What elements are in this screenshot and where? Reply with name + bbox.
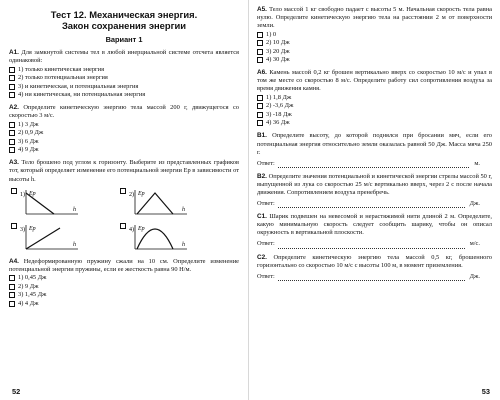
option-row[interactable] <box>257 48 492 56</box>
option-checkbox[interactable] <box>9 122 15 128</box>
answer-unit: м. <box>474 159 480 167</box>
option-row[interactable] <box>9 129 239 137</box>
option-label: 4) 9 Дж <box>18 146 39 154</box>
graph-ylabel: Ep <box>138 225 145 232</box>
task-text: Определите высоту, до которой поднялся при бросании мяч, если его потенциальная энергия относительно земли оказалась равной 50 Дж. Масса мяча 250 г. <box>257 132 492 156</box>
graph-decreasing <box>20 188 80 218</box>
option-label: 1) 1,8 Дж <box>266 93 292 101</box>
graph-option-label: 3) <box>20 226 25 233</box>
answer-label: Ответ: <box>257 159 275 167</box>
test-title <box>9 9 239 31</box>
option-row[interactable] <box>9 91 239 99</box>
option-checkbox[interactable] <box>9 147 15 153</box>
task-number: A1. <box>9 49 19 57</box>
graph-xlabel: h <box>73 206 76 213</box>
answer-label: Ответ: <box>257 200 275 208</box>
option-checkbox[interactable] <box>9 75 15 81</box>
option-label: 2) только потенциальная энергия <box>18 74 108 82</box>
option-label: 2) 9 Дж <box>18 282 39 290</box>
graph-increasing <box>20 223 80 253</box>
answer-line <box>257 160 492 168</box>
answer-unit: Дж. <box>469 200 480 208</box>
option-checkbox[interactable] <box>9 301 15 307</box>
option-label: 1) 0 <box>266 30 277 38</box>
option-label: 2) 0,9 Дж <box>18 129 44 137</box>
task-number: A6. <box>257 69 267 77</box>
option-label: 4) 4 Дж <box>18 299 39 307</box>
task-number: A3. <box>9 159 19 167</box>
option-checkbox[interactable] <box>9 92 15 98</box>
option-checkbox[interactable] <box>257 49 263 55</box>
option-checkbox[interactable] <box>9 130 15 136</box>
answer-line <box>257 200 492 208</box>
task-text: Недеформированную пружину сжали на 10 см. Определите изменение потенциальной энергии пружины, если ее жесткость равна 90 Н/м. <box>9 257 239 273</box>
task-number: C1. <box>257 213 267 221</box>
option-checkbox[interactable] <box>120 188 126 194</box>
page-number: 52 <box>12 386 21 396</box>
task-number: A5. <box>257 6 267 13</box>
answer-unit: Дж. <box>469 272 480 280</box>
option-checkbox[interactable] <box>257 103 263 109</box>
task-text: Определите кинетическую энергию тела массой 200 г, движущегося со скоростью 3 м/с. <box>9 104 239 120</box>
option-checkbox[interactable] <box>257 95 263 101</box>
right-page <box>253 0 498 400</box>
graph-option-1[interactable] <box>11 188 102 218</box>
task-a2 <box>9 104 239 154</box>
option-label: 3) 6 Дж <box>18 137 39 145</box>
option-row[interactable] <box>257 31 492 39</box>
option-checkbox[interactable] <box>11 188 17 194</box>
graph-ylabel: Ep <box>29 190 36 197</box>
graph-option-3[interactable] <box>11 223 102 253</box>
graph-parabola <box>129 223 189 253</box>
task-a5 <box>257 6 492 64</box>
option-checkbox[interactable] <box>9 139 15 145</box>
task-text: Камень массой 0,2 кг брошен вертикально вверх со скоростью 10 м/с и упал в том же месте со скоростью 8 м/с. Определите работу сил сопротивления воздуха за время движения камня. <box>257 69 492 93</box>
graph-triangle <box>129 188 189 218</box>
option-checkbox[interactable] <box>9 275 15 281</box>
test-title-line1: Тест 12. Механическая энергия. <box>50 9 198 20</box>
answer-label: Ответ: <box>257 240 275 248</box>
graph-option-2[interactable] <box>120 188 211 218</box>
option-label: 4) 36 Дж <box>266 119 290 127</box>
task-number: A4. <box>9 257 19 265</box>
graph-xlabel: h <box>73 241 76 248</box>
option-checkbox[interactable] <box>9 84 15 90</box>
option-checkbox[interactable] <box>11 223 17 229</box>
graph-option-4[interactable] <box>120 223 211 253</box>
answer-field[interactable] <box>278 200 465 208</box>
option-label: 3) -18 Дж <box>266 110 292 118</box>
task-number: B2. <box>257 172 267 180</box>
option-label: 4) ни кинетическая, ни потенциальная энергия <box>18 91 146 99</box>
option-label: 3) и кинетическая, и потенциальная энергия <box>18 82 139 90</box>
answer-field[interactable] <box>278 160 470 168</box>
task-number: B1. <box>257 132 267 140</box>
task-b2 <box>257 173 492 208</box>
option-row[interactable] <box>9 291 239 299</box>
task-number: A2. <box>9 104 19 112</box>
graph-ylabel: Ep <box>29 225 36 232</box>
graph-option-label: 4) <box>129 226 134 233</box>
option-label: 3) 1,45 Дж <box>18 291 47 299</box>
option-row[interactable] <box>9 74 239 82</box>
option-row[interactable] <box>257 39 492 47</box>
option-row[interactable] <box>9 146 239 154</box>
graph-ylabel: Ep <box>138 190 145 197</box>
graph-xlabel: h <box>182 241 185 248</box>
option-checkbox[interactable] <box>257 32 263 38</box>
option-checkbox[interactable] <box>257 40 263 46</box>
task-a1 <box>9 49 239 99</box>
option-row[interactable] <box>257 111 492 119</box>
option-row[interactable] <box>257 94 492 102</box>
graph-option-label: 2) <box>129 191 134 198</box>
option-checkbox[interactable] <box>9 284 15 290</box>
option-row[interactable] <box>9 283 239 291</box>
option-checkbox[interactable] <box>257 112 263 118</box>
task-text: Определите кинетическую энергию тела массой 0,5 кг, брошенного горизонтально со скоростью 10 м/с с высоты 100 м, в момент приземления. <box>257 253 492 269</box>
option-row[interactable] <box>9 300 239 308</box>
option-label: 4) 30 Дж <box>266 56 290 64</box>
graph-xlabel: h <box>182 206 185 213</box>
option-label: 1) 3 Дж <box>18 120 39 128</box>
option-checkbox[interactable] <box>9 67 15 73</box>
answer-unit: м/с. <box>469 240 480 248</box>
task-a4 <box>9 258 239 308</box>
option-checkbox[interactable] <box>257 57 263 63</box>
option-label: 2) -3,6 Дж <box>266 102 294 110</box>
option-row[interactable] <box>9 83 239 91</box>
left-page <box>0 0 245 400</box>
answer-label: Ответ: <box>257 272 275 280</box>
option-row[interactable] <box>257 119 492 127</box>
option-label: 1) 0,45 Дж <box>18 274 47 282</box>
task-a3 <box>9 159 239 252</box>
option-row[interactable] <box>9 121 239 129</box>
task-text: Тело массой 1 кг свободно падает с высоты 5 м. Начальная скорость тела равна нулю. Определите кинетическую энергию тела на расстоянии 2 м от поверхности земли. <box>257 6 492 30</box>
option-label: 1) только кинетическая энергия <box>18 65 105 73</box>
test-title-line2: Закон сохранения энергии <box>61 20 187 31</box>
task-number: C2. <box>257 253 267 261</box>
task-a6 <box>257 69 492 127</box>
task-text: Определите значения потенциальной и кинетической энергии стрелы массой 50 г, выпущенной из лука со скоростью 25 м/с вертикально вверх, через 2 с после начала движения. Сопротивлением воздуха пренебречь. <box>257 172 492 196</box>
option-row[interactable] <box>9 66 239 74</box>
answer-field[interactable] <box>278 241 465 249</box>
option-label: 3) 20 Дж <box>266 47 290 55</box>
option-label: 2) 10 Дж <box>266 39 290 47</box>
variant-heading: Вариант 1 <box>105 35 143 44</box>
task-text: Тело брошено под углом к горизонту. Выберите из представленных графиков тот, который определяет изменение его потенциальной энергии Ep в зависимости от высоты h. <box>9 159 239 183</box>
page-gutter <box>248 0 249 400</box>
answer-line <box>257 273 492 281</box>
task-c2 <box>257 254 492 281</box>
option-row[interactable] <box>257 56 492 64</box>
task-text: Для замкнутой системы тел в любой инерциальной системе отсчета является одинаковой: <box>9 49 239 65</box>
page-number: 53 <box>481 386 490 396</box>
option-row[interactable] <box>9 274 239 282</box>
option-checkbox[interactable] <box>120 223 126 229</box>
task-c1 <box>257 213 492 248</box>
graph-option-label: 1) <box>20 191 25 198</box>
option-checkbox[interactable] <box>9 292 15 298</box>
answer-line <box>257 240 492 248</box>
option-row[interactable] <box>9 138 239 146</box>
answer-field[interactable] <box>278 273 465 281</box>
graph-options <box>11 188 211 253</box>
option-row[interactable] <box>257 102 492 110</box>
task-b1 <box>257 132 492 167</box>
option-checkbox[interactable] <box>257 120 263 126</box>
task-text: Шарик подвешен на невесомой и нерастяжимой нити длиной 2 м. Определите, какую минимальную скорость следует сообщить шарику, чтобы он описал окружность в вертикальной плоскости. <box>257 213 492 237</box>
